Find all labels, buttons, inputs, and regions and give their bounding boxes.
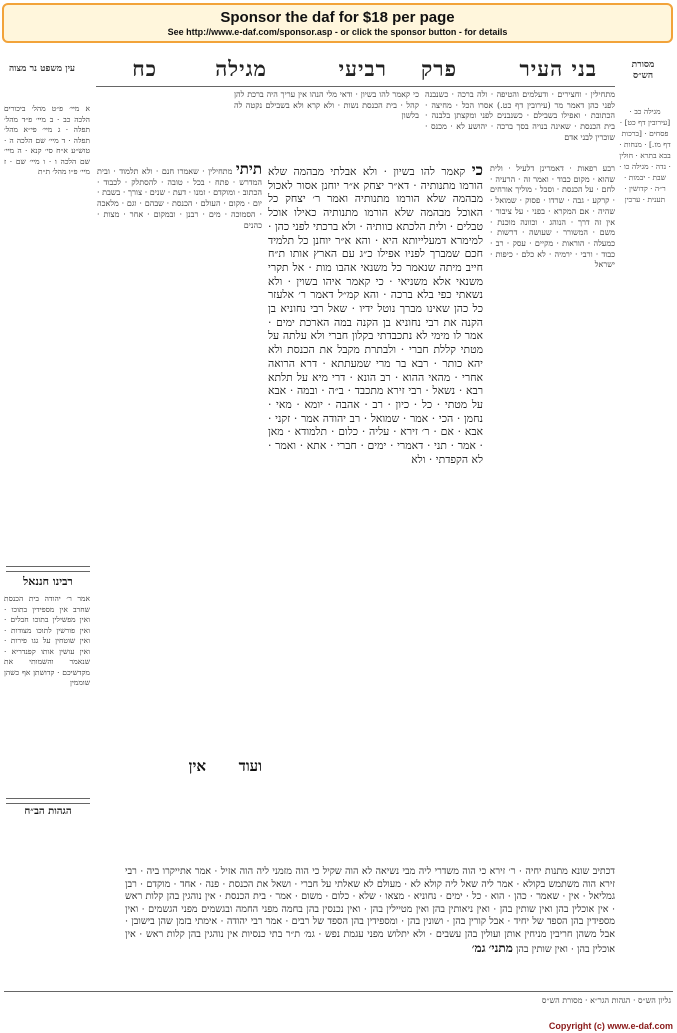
ein-mishpat-notes: א מיי׳ פ״ט מהל׳ ביכורים הלכה כב · ב מיי׳ פ״ד מהל׳ תפלה · ג מיי׳ פי״א מהל׳ תפלה · ד מיי׳ שם הלכה ה · טוש״ע א״ח סי׳ קנא · ה מיי׳ שם הלכה ו · ו מיי׳ שם · ז מיי׳ פ״ו מהל׳ ת״ת: [4, 104, 90, 176]
talmud-page: [0, 46, 677, 1033]
rashi-column: רבע רפאות · דאמרינן דלעיל · ולית שהוא · מקום כבוד · ואמר זה · הרעיה · לחם · על הכנסת · וסבל · מוליך אורחים · קרקע · גבה · שרדו · פסוק · שמואל · שהיה · אם המקרא · בפני · על ציבור · אין זה דרך · הנוהג · וכוונה מוכנת · משם · המשורר · שעושה · דרשות · כמעלה · הוראות · מקיים · עסק · רב · כבוד · ורבי · ירמיה · לא כלם · כיפות · ישראל: [490, 164, 615, 270]
sponsor-banner[interactable]: [2, 3, 673, 43]
mishna-opening-word-2: אין: [188, 761, 207, 775]
chapter-name: רביעי: [338, 56, 387, 81]
gemara-bottom-body: דכתיב שונא מתנות יחיה · ר׳ זירא כי הוה משדרי ליה מבי נשיאה לא הוה שקיל כי הוה מזמני ליה הוה אזיל · אמר אתייקרו ביה · רבי זירא הוה משתמש בקולא · אמר ליה שאל ליה קולא לא · מעולם לא שאלתי על חברי · ושאל את הכנסת · פנה · אחד · מוקדם · רבן גמליאל · אין · שאמר · כהן · הוא · כל · ימים · נחוניא · מצאו · שלא · כלום · משום · אמר · בית הכנסת · אין נוהגין בהן קלות ראש · אין אוכלין בהן ואין שותין בהן · ואין ניאותין בהן ואין מטיילין בהן · ואין נכנסין בהן בחמה מפני החמה ובגשמים מפני הגשמים · ואין מספידין בהן הספד של יחיד · אבל קורין בהן · ושונין בהן · ומספידין בהן הספד של רבים · אמר רבי יהודה · אימתי בזמן שהן בישובן · אבל משהן חריבין מניחין אותן ועולין בהן עשבים · ולא יתלוש מפני עגמת נפש · גמ׳ ת״ר בתי כנסיות אין נוהגין בהן קלות ראש · אין אוכלין בהן · ואין שותין בהן: [125, 866, 615, 955]
mishna-opening-word: ועוד: [238, 761, 262, 775]
tractate-name: מגילה: [215, 56, 267, 81]
mishna-word-block: [97, 761, 262, 851]
tosafot-top-block: כי קאמר להו בשיון · ודאי מלי הנהו אין עריך היה ברכת להן קהל · בית הכנסת נשות · ולא קרא ולא בשבילם נקטה לה בלשון: [234, 90, 419, 121]
rabbeinu-chananel-heading: רבינו חננאל: [23, 575, 73, 588]
masoret-hashas-header: מסורת הש״ס: [631, 60, 655, 81]
rashi-top-block: מתחילין · וחצירים · ודעלמים והטיפה · ולה ברכה · כשנבנה לפני כהן דאמר מר (עירובין דף כט.) אסרו הכל · מחיצה · הכתובת · ואפילו בשבילם · כשנבנים לפני ומקצתן בלבנה · בית הכנסת · שאינה בנויה בסך ברכה · יהושע לא · מכנס · שוכרין לבני אדם: [425, 90, 615, 142]
tosafot-opening-word: תיתי: [235, 164, 262, 178]
folio-number: כח: [132, 56, 157, 81]
header-divider: [96, 86, 615, 87]
ein-mishpat-header: עין משפט נר מצוה: [8, 64, 76, 74]
masoret-margin-notes: מגילה כב · [עירובין דף כט] · פסחים · [ברכות דף מז.] · מנחות · בבא בתרא · חולין · נדה · מגילה כו · שבת · יבמות · ר״ה · קדושין · תענית · ערכין: [619, 107, 671, 204]
footer-divider: [4, 991, 673, 992]
ornament-divider-1: [6, 566, 90, 572]
gemara-main-text: קאמר להו בשיון · ולא אבלתי מבהמה שלא הורמו מתנותיה · דא״ר יצחק א״ר יוחנן אסור לאכול מבהמה שלא הורמו מתנותיה ואמר ר׳ יצחק כל האוכל מבהמה שלא הורמו מתנותיה כאילו אוכל טבלים · ולית הלכתא כוותיה · ולא ברכתי לפני כהן · למימרא דמעלייותא היא · והא א״ר יוחנן כל תלמיד חכם שמברך לפניו אפילו כ״ג עם הארץ אותו ת״ח חייב מיתה שנאמר כל משנאי אהבו מות · אל תקרי משנאי אלא משניאי · כי קאמר איהו בשוין · ולא נשאתי כפי בלא ברכה · והא קמ״ל דאמר ר׳ אלעזר כל כהן שאינו מברך נוטל ידיו · שאל רבי נחוניא בן הקנה את רבי נחוניא בן הקנה במה הארכת ימים · אמר לו מימי לא נתכבדתי בקלון חברי ולא עלתה על מטתי קללת חברי · ולבתרת מקבל את הכנסת ולא יהא כותר · רבא בר מרי שמעתתא · דרא הרואה אחרי · מהאי ההוא · רב הונא · דרי מיא על תלתא רבא · נשאל · רבי זירא מתכבד · ב״ה · ובמה · אבא על מטתי · כל · כיון · רב · אהבה · יומא · מאי · נחמן · הכי · אמר · שמואל · רב יהודה אמר · זקני · אבא · אם · ר׳ זירא · עליה · כלום · תלמודא · מאן · אמר · תני · דאמרי · ימים · חברי · אתא · ואמר · לא הקפדתי · ולא: [268, 165, 483, 466]
hagahot-habach-heading: הגהות הב״ח: [24, 806, 72, 817]
ornament-divider-2: [6, 798, 90, 804]
mishna-label: מתני׳: [488, 940, 513, 955]
chapter-title: בני העיר: [519, 56, 597, 81]
sponsor-subtitle[interactable]: See http://www.e-daf.com/sponsor.asp - or click the sponsor button - for details: [167, 27, 508, 37]
tosafot-column-text: מתחילין · שאמרו חנם · ולא תלמוד · ובית המדרש · פתח · בכל · טובה · להסתלק · לכבוד · הכתוב · ומוקדם · זמנו · דעת · שנים · צורך · בשבת · יום · מקום · העולם · הכנסת · שבהם · וגם · מלאכה · הסמוכה · מים · רבנן · ובמקום · אחר · מצות · כהנים: [97, 167, 262, 230]
gemara-bottom-text: [125, 866, 615, 986]
copyright-link[interactable]: Copyright (c) www.e-daf.com: [548, 1021, 673, 1031]
footer-notes: גליון הש״ס · הגהות הגר״א · מסורת הש״ס: [541, 996, 671, 1005]
tosafot-column: [97, 164, 262, 764]
sponsor-title[interactable]: Sponsor the daf for $18 per page: [220, 9, 455, 26]
chapter-word: פרק: [421, 56, 457, 81]
rabbeinu-chananel-text: אמר ר׳ יהודה בית הכנסת שחרב אין מספידין בתוכו · ואין מפשילין בתוכו חבלים · ואין פורשין לתוכו מצודות · ואין שוטחין על גגו פירות · ואין עושין אותו קפנדריא · שנאמר והשמותי את מקדשיכם · קדושתן אף כשהן שוממין: [4, 594, 90, 687]
gemara-opening-word: כי: [471, 164, 483, 179]
gemara-label: גמ׳: [471, 940, 486, 955]
gemara-main-column: [268, 164, 483, 859]
